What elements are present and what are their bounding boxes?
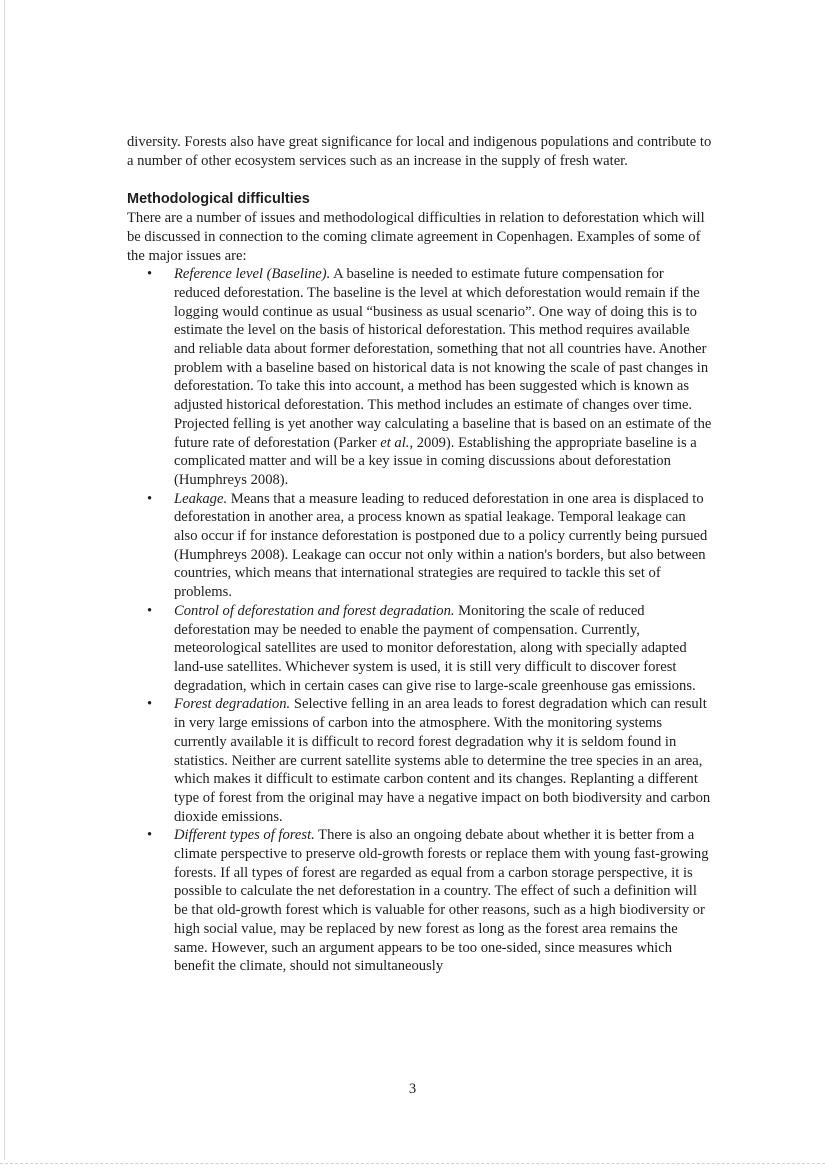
- scan-edge-left: [4, 0, 5, 1160]
- item-term: Reference level (Baseline).: [174, 266, 331, 283]
- scan-edge-bottom: [0, 1163, 825, 1164]
- item-text: A baseline is needed to estimate future compensation for reduced deforestation. The baseline is the level at which deforestation would remain if the logging would continue as usual “business as usual scenario”. One way of doing this is to estimate the level on the basis of historical deforestation. This method requires available and reliable data about former deforestation, something that not all countries have. Another problem with a baseline based on historical data is not knowing the scale of past changes in deforestation. To take this into account, a method has been suggested which is known as adjusted historical deforestation. This method includes an estimate of changes over time. Projected felling is yet another way calculating a baseline that is based on an estimate of the future rate of deforestation (Parker: [174, 266, 712, 451]
- item-text: , 2009). Establishing the appropriate baseline is a complicated matter and will be a key issue in coming discussions about deforestation (Humphreys 2008).: [174, 434, 697, 488]
- page-number: 3: [408, 1081, 417, 1097]
- bullet-icon: •: [147, 266, 153, 283]
- bullet-icon: •: [147, 602, 153, 619]
- item-text: Monitoring the scale of reduced deforestation may be needed to enable the payment of compensation. Currently, meteorological satellites are used to monitor deforestation, along with specially adapted land-use satellites. Whichever system is used, it is still very difficult to discover forest degradation, which in certain cases can give rise to large-scale greenhouse gas emissions.: [174, 602, 696, 694]
- item-term: Forest degradation.: [174, 696, 291, 713]
- bullet-icon: •: [147, 696, 153, 713]
- list-item-control-of-deforestation: [127, 602, 712, 696]
- item-term: Leakage.: [174, 490, 228, 507]
- intro-paragraph: diversity. Forests also have great significance for local and indigenous populations and contribute to a number of other ecosystem services such as an increase in the supply of fresh water.: [127, 134, 712, 169]
- list-item-different-types-of-forest: [127, 826, 712, 976]
- item-citation-etal: et al.: [380, 434, 410, 451]
- item-term: Control of deforestation and forest degradation.: [174, 602, 455, 619]
- section-heading: Methodological difficulties: [127, 191, 310, 208]
- section-lead-paragraph: There are a number of issues and methodological difficulties in relation to deforestation which will be discussed in connection to the coming climate agreement in Copenhagen. Examples of some of the major issues are:: [127, 210, 705, 264]
- item-text: Means that a measure leading to reduced deforestation in one area is displaced to deforestation in another area, a process known as spatial leakage. Temporal leakage can also occur if for instance deforestation is postponed due to a policy currently being pursued (Humphreys 2008). Leakage can occur not only within a nation's borders, but also between countries, which means that international strategies are required to tackle this set of problems.: [174, 490, 708, 601]
- bullet-icon: •: [147, 827, 153, 844]
- issues-list: [127, 265, 712, 976]
- list-item-leakage: [127, 490, 712, 602]
- item-text: Selective felling in an area leads to forest degradation which can result in very large emissions of carbon into the atmosphere. With the monitoring systems currently available it is difficult to record forest degradation why it is seldom found in statistics. Neither are current satellite systems able to determine the tree species in an area, which makes it difficult to estimate carbon content and its changes. Replanting a different type of forest from the original may have a negative impact on both biodiversity and carbon dioxide emissions.: [174, 696, 711, 825]
- list-item-forest-degradation: [127, 695, 712, 826]
- page-body: [127, 133, 712, 976]
- list-item-reference-level: [127, 265, 712, 489]
- bullet-icon: •: [147, 490, 153, 507]
- item-text: There is also an ongoing debate about whether it is better from a climate perspective to preserve old-growth forests or replace them with young fast-growing forests. If all types of forest are regarded as equal from a carbon storage perspective, it is possible to calculate the net deforestation in a country. The effect of such a definition will be that old-growth forest which is valuable for other reasons, such as a high biodiversity or high social value, may be replaced by new forest as long as the forest area remains the same. However, such an argument appears to be too one-sided, since measures which benefit the climate, should not simultaneously: [174, 827, 709, 975]
- item-term: Different types of forest.: [174, 827, 315, 844]
